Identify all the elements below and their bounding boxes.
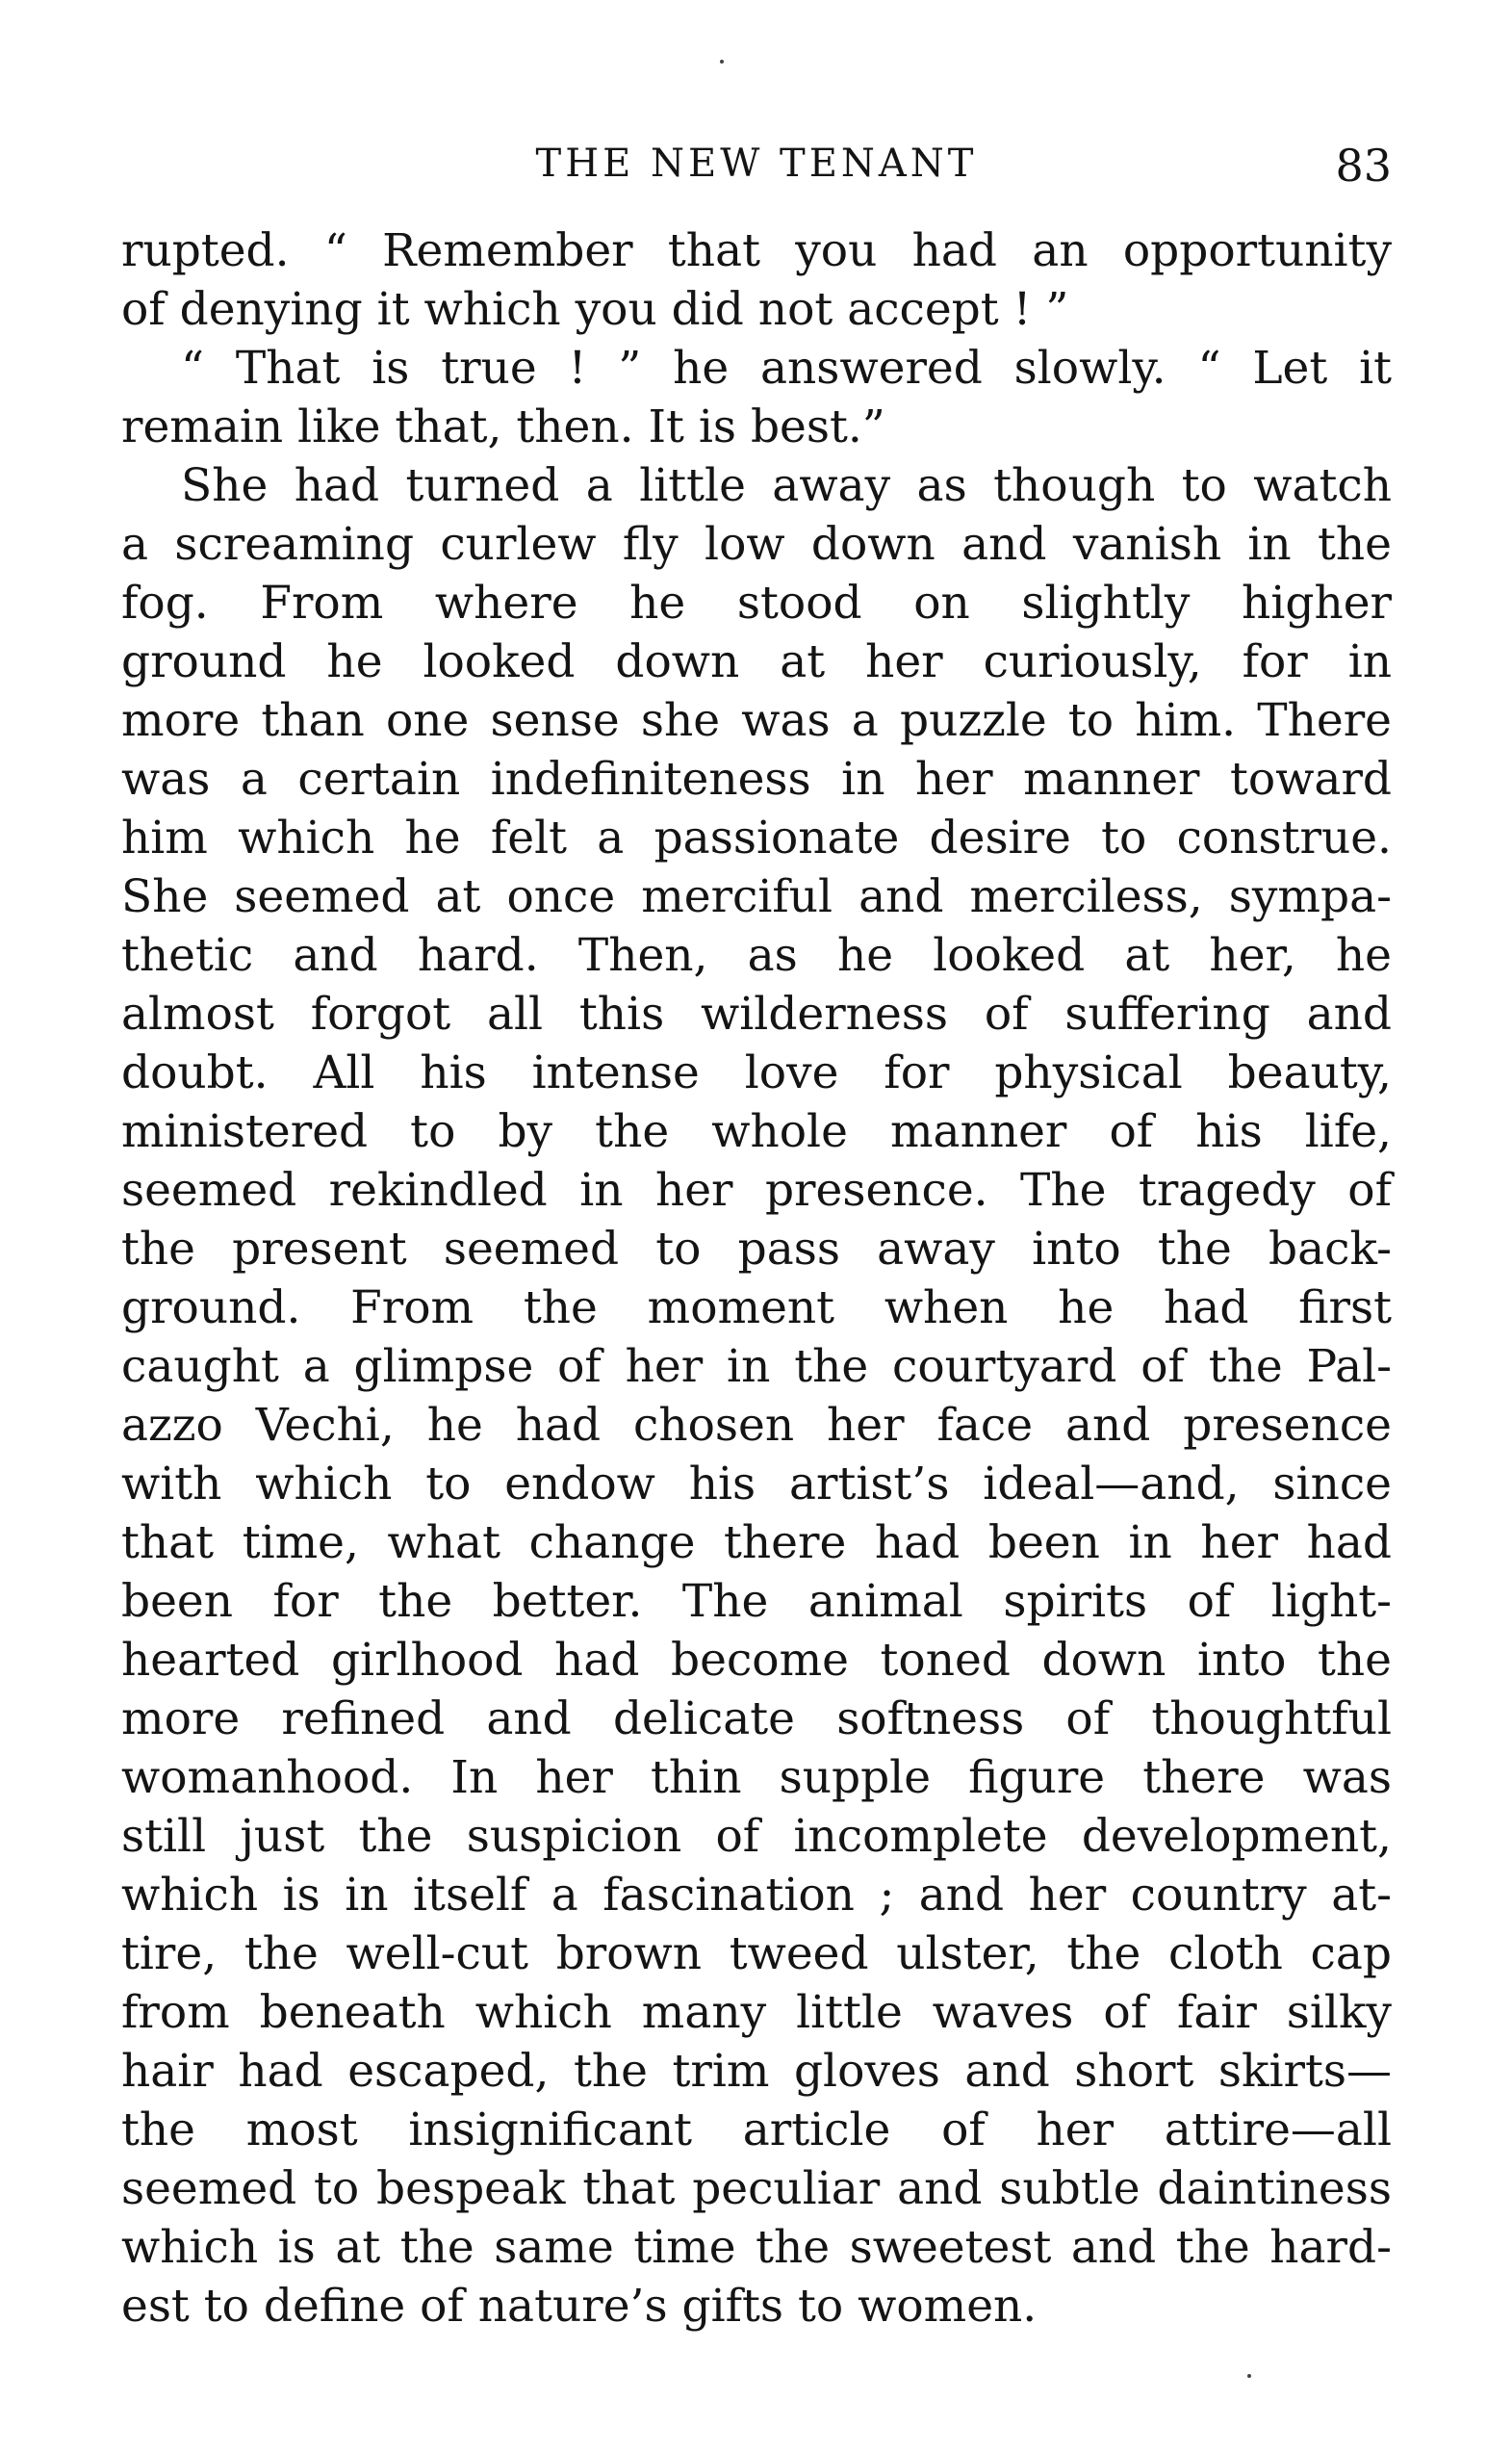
text-line: womanhood. In her thin supple figure there was <box>121 1751 1392 1804</box>
text-line: still just the suspicion of incomplete development, <box>121 1810 1392 1863</box>
text-line: which is in itself a fascination ; and her country at- <box>121 1869 1392 1922</box>
text-line: that time, what change there had been in her had <box>121 1516 1392 1569</box>
text-line: been for the better. The animal spirits of light- <box>121 1575 1392 1628</box>
text-line: fog. From where he stood on slightly higher <box>121 577 1392 630</box>
text-line: thetic and hard. Then, as he looked at her, he <box>121 929 1392 982</box>
text-line: almost forgot all this wilderness of suffering and <box>121 988 1392 1041</box>
text-line: with which to endow his artist’s ideal—and, since <box>121 1458 1392 1510</box>
text-line: remain like that, then. It is best.” <box>121 400 885 453</box>
body-text <box>121 221 1392 2336</box>
text-line: the most insignificant article of her attire—all <box>121 2104 1392 2156</box>
text-line: more refined and delicate softness of thoughtful <box>121 1692 1392 1745</box>
text-line: from beneath which many little waves of fair silky <box>121 1986 1392 2039</box>
text-line: est to define of nature’s gifts to women. <box>121 2280 1038 2333</box>
text-line: ministered to by the whole manner of his life, <box>121 1105 1392 1158</box>
text-line: was a certain indefiniteness in her manner toward <box>121 753 1392 806</box>
page-header <box>121 135 1392 193</box>
text-line: ground he looked down at her curiously, for in <box>121 635 1392 688</box>
ink-speck <box>720 60 724 64</box>
text-line: tire, the well-cut brown tweed ulster, the cloth cap <box>121 1927 1392 1980</box>
text-line: rupted. “ Remember that you had an opportunity <box>121 224 1392 277</box>
text-line: caught a glimpse of her in the courtyard of the Pal- <box>121 1340 1392 1393</box>
text-line: of denying it which you did not accept ! ” <box>121 283 1069 336</box>
text-line: She seemed at once merciful and merciless, sympa- <box>121 870 1392 923</box>
text-line: which is at the same time the sweetest and the hard- <box>121 2221 1392 2274</box>
text-line: She had turned a little away as though to watch <box>181 459 1392 512</box>
text-line: doubt. All his intense love for physical beauty, <box>121 1046 1392 1099</box>
text-line: the present seemed to pass away into the back- <box>121 1223 1392 1276</box>
text-line: a screaming curlew fly low down and vanish in the <box>121 518 1392 571</box>
text-line: azzo Vechi, he had chosen her face and presence <box>121 1399 1392 1452</box>
text-line: hair had escaped, the trim gloves and short skirts— <box>121 2045 1392 2098</box>
text-line: seemed rekindled in her presence. The tragedy of <box>121 1164 1392 1217</box>
text-line: seemed to bespeak that peculiar and subtle daintiness <box>121 2162 1392 2215</box>
text-line: hearted girlhood had become toned down into the <box>121 1634 1392 1687</box>
page-number: 83 <box>1335 140 1392 192</box>
running-title: THE NEW TENANT <box>535 142 978 186</box>
text-line: more than one sense she was a puzzle to him. There <box>121 694 1392 747</box>
text-line: him which he felt a passionate desire to construe. <box>121 812 1392 865</box>
ink-speck <box>1247 2374 1251 2378</box>
text-line: “ That is true ! ” he answered slowly. “ Let it <box>181 342 1392 395</box>
text-line: ground. From the moment when he had first <box>121 1281 1392 1334</box>
